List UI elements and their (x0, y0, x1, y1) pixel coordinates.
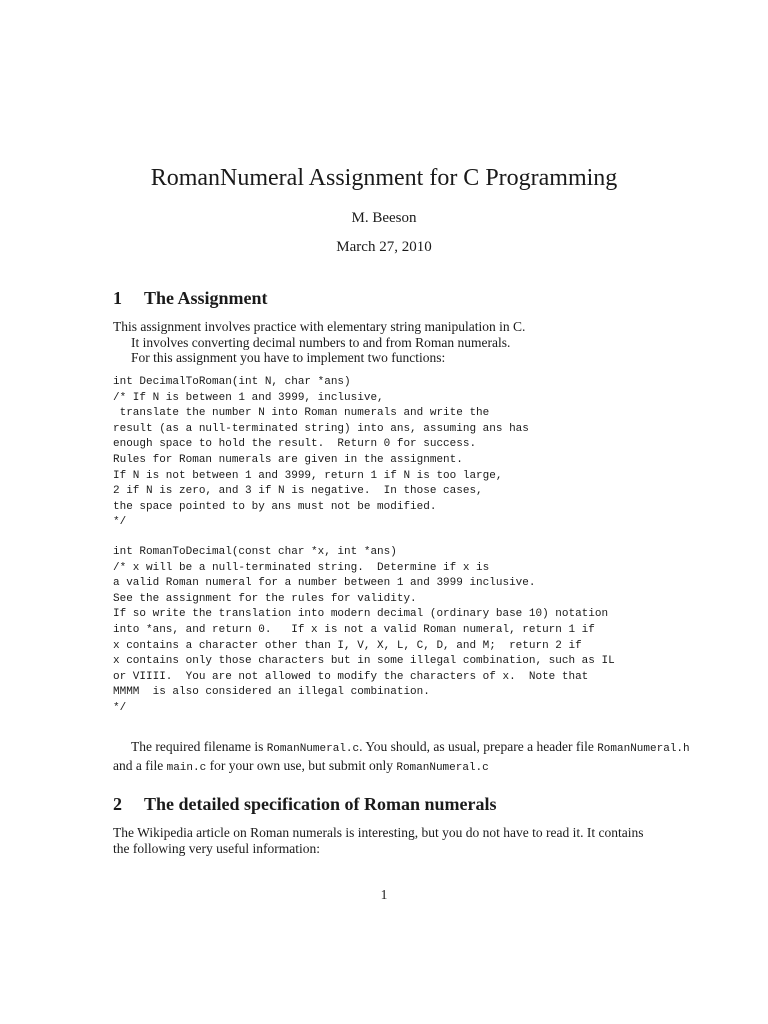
filename-text: . You should, as usual, prepare a header file (359, 739, 598, 754)
filename-text: The required filename is (131, 739, 267, 754)
wikipedia-line: The Wikipedia article on Roman numerals is interesting, but you do not have to read it. It contains (113, 825, 644, 840)
section-heading-roman-spec (113, 793, 497, 815)
filename-paragraph (113, 739, 693, 776)
filename-line (113, 739, 693, 758)
wikipedia-line: the following very useful information: (113, 840, 320, 856)
wikipedia-paragraph (113, 825, 693, 856)
filename-code: RomanNumeral.h (597, 743, 690, 755)
filename-text: and a file (113, 757, 167, 773)
intro-paragraph (113, 319, 693, 366)
document-author: M. Beeson (351, 210, 417, 226)
filename-code: RomanNumeral.c (266, 743, 360, 755)
page-number: 1 (380, 887, 388, 902)
section-number: 1 (113, 288, 122, 308)
code-block-decimal-to-roman: int DecimalToRoman(int N, char *ans) /* If N is between 1 and 3999, inclusive, translate the number N into Roman numerals and write the result (as a null-terminated string) into ans, assuming ans has enough space to hold the result. Return 0 for success. Rules for Roman numerals are given in the assignment. If N is not between 1 and 3999, return 1 if N is too large, 2 if N is zero, and 3 if N is negative. In those cases, the space pointed to by ans must not be modified. */ (113, 376, 529, 529)
filename-line (113, 758, 693, 777)
section-number: 2 (113, 794, 122, 814)
intro-line: This assignment involves practice with elementary string manipulation in C. (113, 319, 526, 334)
document-date: March 27, 2010 (336, 239, 432, 255)
filename-code: RomanNumeral.c (396, 761, 489, 774)
intro-line: It involves converting decimal numbers to and from Roman numerals. (131, 334, 511, 350)
section-title: The Assignment (144, 288, 268, 308)
intro-line: For this assignment you have to implement two functions: (131, 350, 446, 366)
section-title: The detailed specification of Roman numerals (144, 794, 497, 814)
document-title: RomanNumeral Assignment for C Programming (150, 165, 618, 191)
filename-text: for your own use, but submit only (206, 757, 397, 773)
code-block-roman-to-decimal: int RomanToDecimal(const char *x, int *ans) /* x will be a null-terminated string. Determine if x is a valid Roman numeral for a number between 1 and 3999 inclusive. See the assignment for the rules for validity. If so write the translation into modern decimal (ordinary base 10) notation into *ans, and return 0. If x is not a valid Roman numeral, return 1 if x contains a character other than I, V, X, L, C, D, and M; return 2 if x contains only those characters but in some illegal combination, such as IL or VIIII. You are not allowed to modify the characters of x. Note that MMMM is also considered an illegal combination. */ (113, 546, 615, 714)
filename-code: main.c (166, 761, 207, 774)
section-heading-assignment (113, 287, 268, 309)
